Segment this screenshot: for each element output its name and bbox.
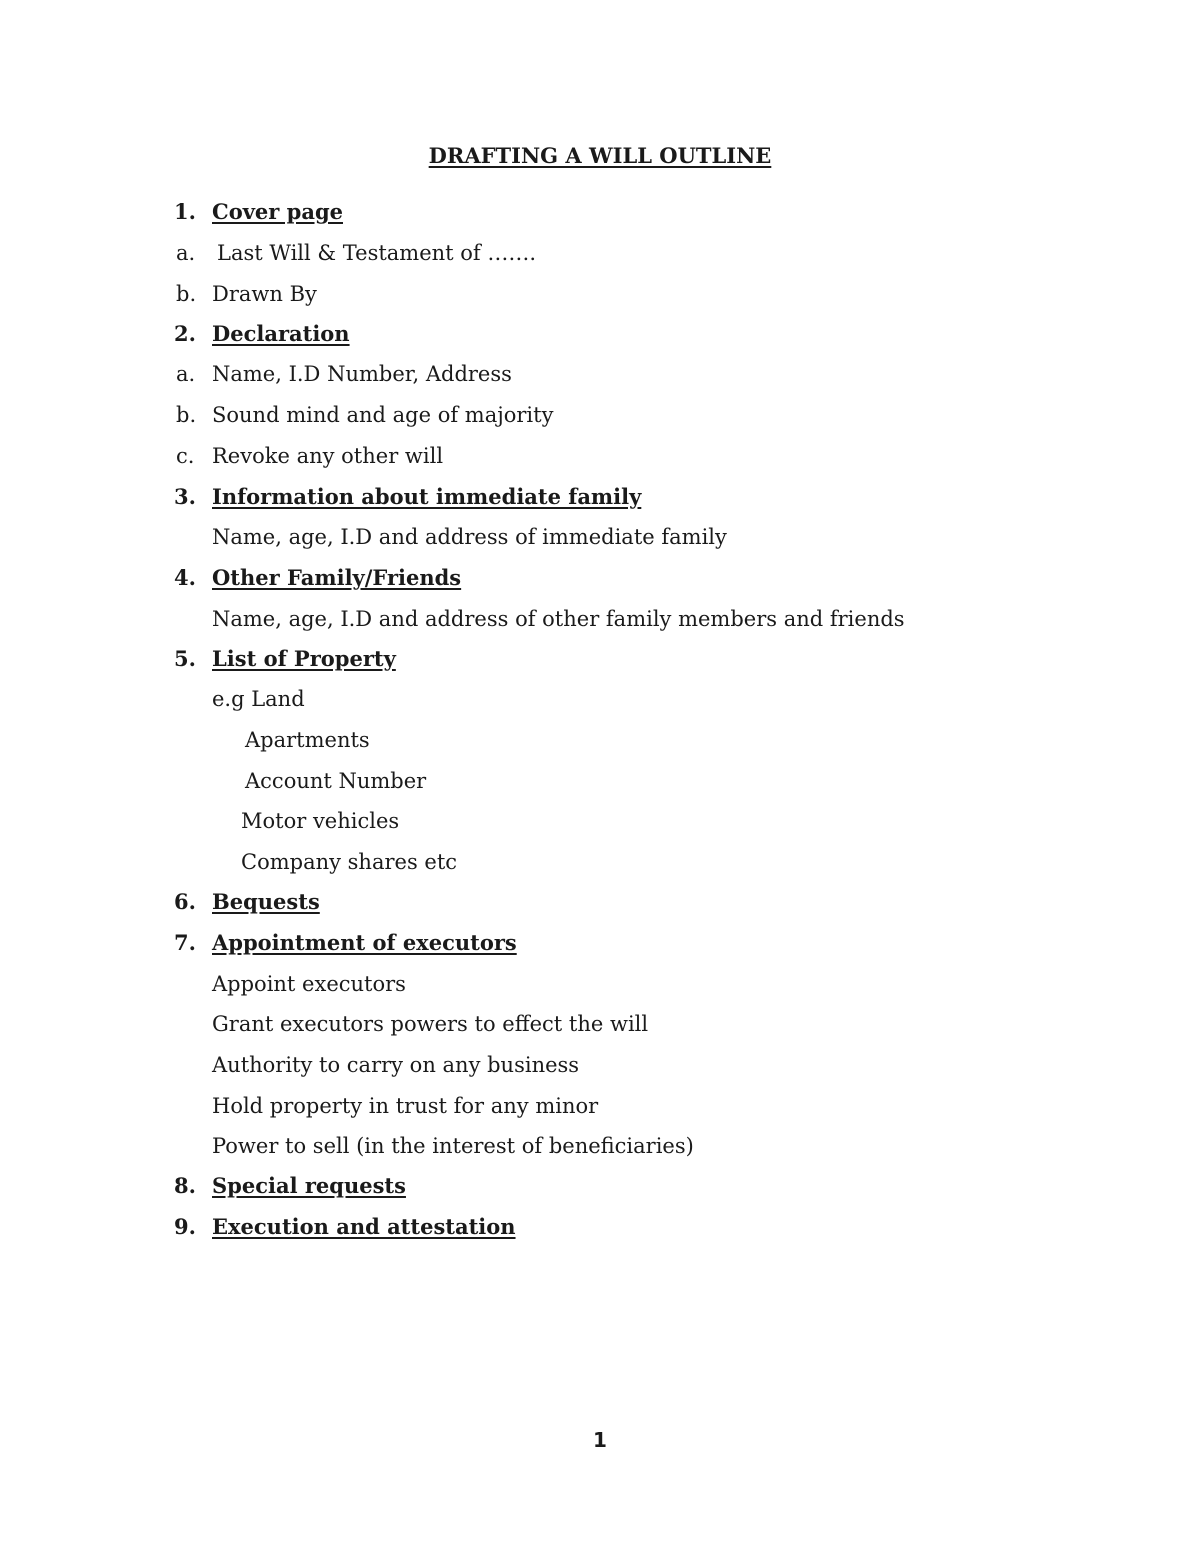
section-number: 1. bbox=[174, 199, 196, 224]
section-heading: Information about immediate family bbox=[212, 484, 642, 509]
item-text: Hold property in trust for any minor bbox=[212, 1094, 599, 1118]
section-number: 6. bbox=[174, 889, 196, 914]
section-heading: Special requests bbox=[212, 1173, 406, 1198]
item-text: Name, age, I.D and address of other family members and friends bbox=[212, 607, 905, 631]
item-letter: c. bbox=[176, 444, 195, 468]
item-text: Sound mind and age of majority bbox=[212, 403, 554, 427]
item-text: Last Will & Testament of ……. bbox=[217, 241, 537, 265]
item-text: Apartments bbox=[245, 728, 370, 752]
item-text: Name, age, I.D and address of immediate family bbox=[212, 525, 727, 549]
item-text: Power to sell (in the interest of beneficiaries) bbox=[212, 1134, 694, 1158]
section-number: 2. bbox=[174, 321, 196, 346]
section-number: 8. bbox=[174, 1173, 196, 1198]
item-letter: b. bbox=[176, 403, 197, 427]
section-heading: Cover page bbox=[212, 199, 343, 224]
item-text: Name, I.D Number, Address bbox=[212, 362, 512, 386]
section-number: 3. bbox=[174, 484, 196, 509]
item-text: Company shares etc bbox=[241, 850, 458, 874]
section-heading: Other Family/Friends bbox=[212, 565, 462, 590]
item-text: Authority to carry on any business bbox=[212, 1053, 580, 1077]
item-text: e.g Land bbox=[212, 687, 305, 711]
item-text: Drawn By bbox=[212, 282, 317, 306]
section-number: 5. bbox=[174, 646, 196, 671]
section-heading: Appointment of executors bbox=[212, 930, 517, 955]
page-number: 1 bbox=[593, 1428, 607, 1452]
section-number: 9. bbox=[174, 1214, 196, 1239]
section-heading: Bequests bbox=[212, 889, 320, 914]
section-heading: Execution and attestation bbox=[212, 1214, 516, 1239]
section-heading: Declaration bbox=[212, 321, 350, 346]
item-text: Motor vehicles bbox=[241, 809, 400, 833]
document-title: DRAFTING A WILL OUTLINE bbox=[428, 143, 772, 168]
item-letter: a. bbox=[176, 241, 196, 265]
item-text: Revoke any other will bbox=[212, 444, 444, 468]
item-letter: a. bbox=[176, 362, 196, 386]
item-text: Appoint executors bbox=[212, 972, 406, 996]
item-letter: b. bbox=[176, 282, 197, 306]
item-text: Account Number bbox=[245, 769, 427, 793]
section-number: 7. bbox=[174, 930, 196, 955]
section-heading: List of Property bbox=[212, 646, 396, 671]
section-number: 4. bbox=[174, 565, 196, 590]
item-text: Grant executors powers to effect the will bbox=[212, 1012, 649, 1036]
